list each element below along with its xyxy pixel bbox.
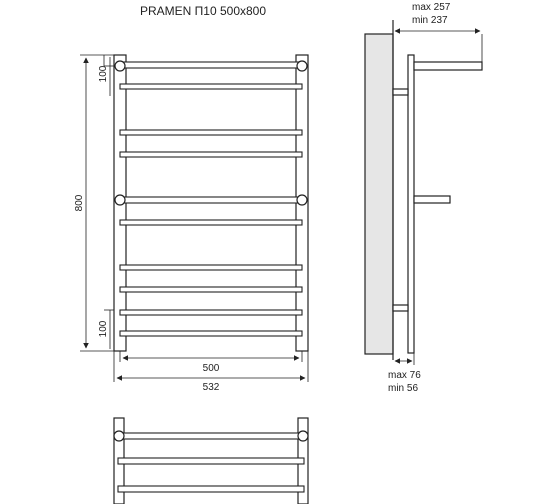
crossbar-top-view xyxy=(118,458,304,464)
crossbar-middle xyxy=(120,197,302,203)
dimension-height: 800 xyxy=(74,194,85,212)
mount-point xyxy=(115,195,125,205)
dimension-depth-min: min 237 xyxy=(412,15,448,26)
mount-point-top xyxy=(114,431,124,441)
front-view xyxy=(74,55,308,393)
crossbar-top xyxy=(120,62,302,68)
crossbar-top-view xyxy=(118,433,304,439)
crossbar xyxy=(120,152,302,157)
wall-bracket xyxy=(393,89,408,95)
crossbar-top-view xyxy=(118,486,304,492)
dimension-wall-gap-min: min 56 xyxy=(388,383,419,394)
crossbar xyxy=(120,130,302,135)
crossbar xyxy=(120,220,302,225)
top-view xyxy=(114,418,308,504)
mount-point-top xyxy=(298,431,308,441)
dimension-wall-gap-max: max 76 xyxy=(388,370,421,381)
product-title: PRAMEN П10 500x800 xyxy=(139,4,267,18)
shelf-arm-top xyxy=(414,62,482,70)
crossbar xyxy=(120,265,302,270)
dimension-inner-width: 500 xyxy=(202,363,220,374)
crossbar xyxy=(120,331,302,336)
mount-point xyxy=(115,61,125,71)
dimension-bottom-gap: 100 xyxy=(98,320,109,338)
crossbar xyxy=(120,84,302,89)
dimension-depth-max: max 257 xyxy=(412,2,451,13)
crossbar xyxy=(120,287,302,292)
mount-point xyxy=(297,61,307,71)
side-view xyxy=(365,2,482,394)
crossbar xyxy=(120,310,302,315)
wall-bracket xyxy=(393,305,408,311)
dimension-top-gap: 100 xyxy=(98,65,109,83)
shelf-arm-middle xyxy=(414,196,450,203)
mount-point xyxy=(297,195,307,205)
wall-section xyxy=(365,34,393,354)
dimension-outer-width: 532 xyxy=(202,382,220,393)
rail-side-profile xyxy=(408,55,414,353)
